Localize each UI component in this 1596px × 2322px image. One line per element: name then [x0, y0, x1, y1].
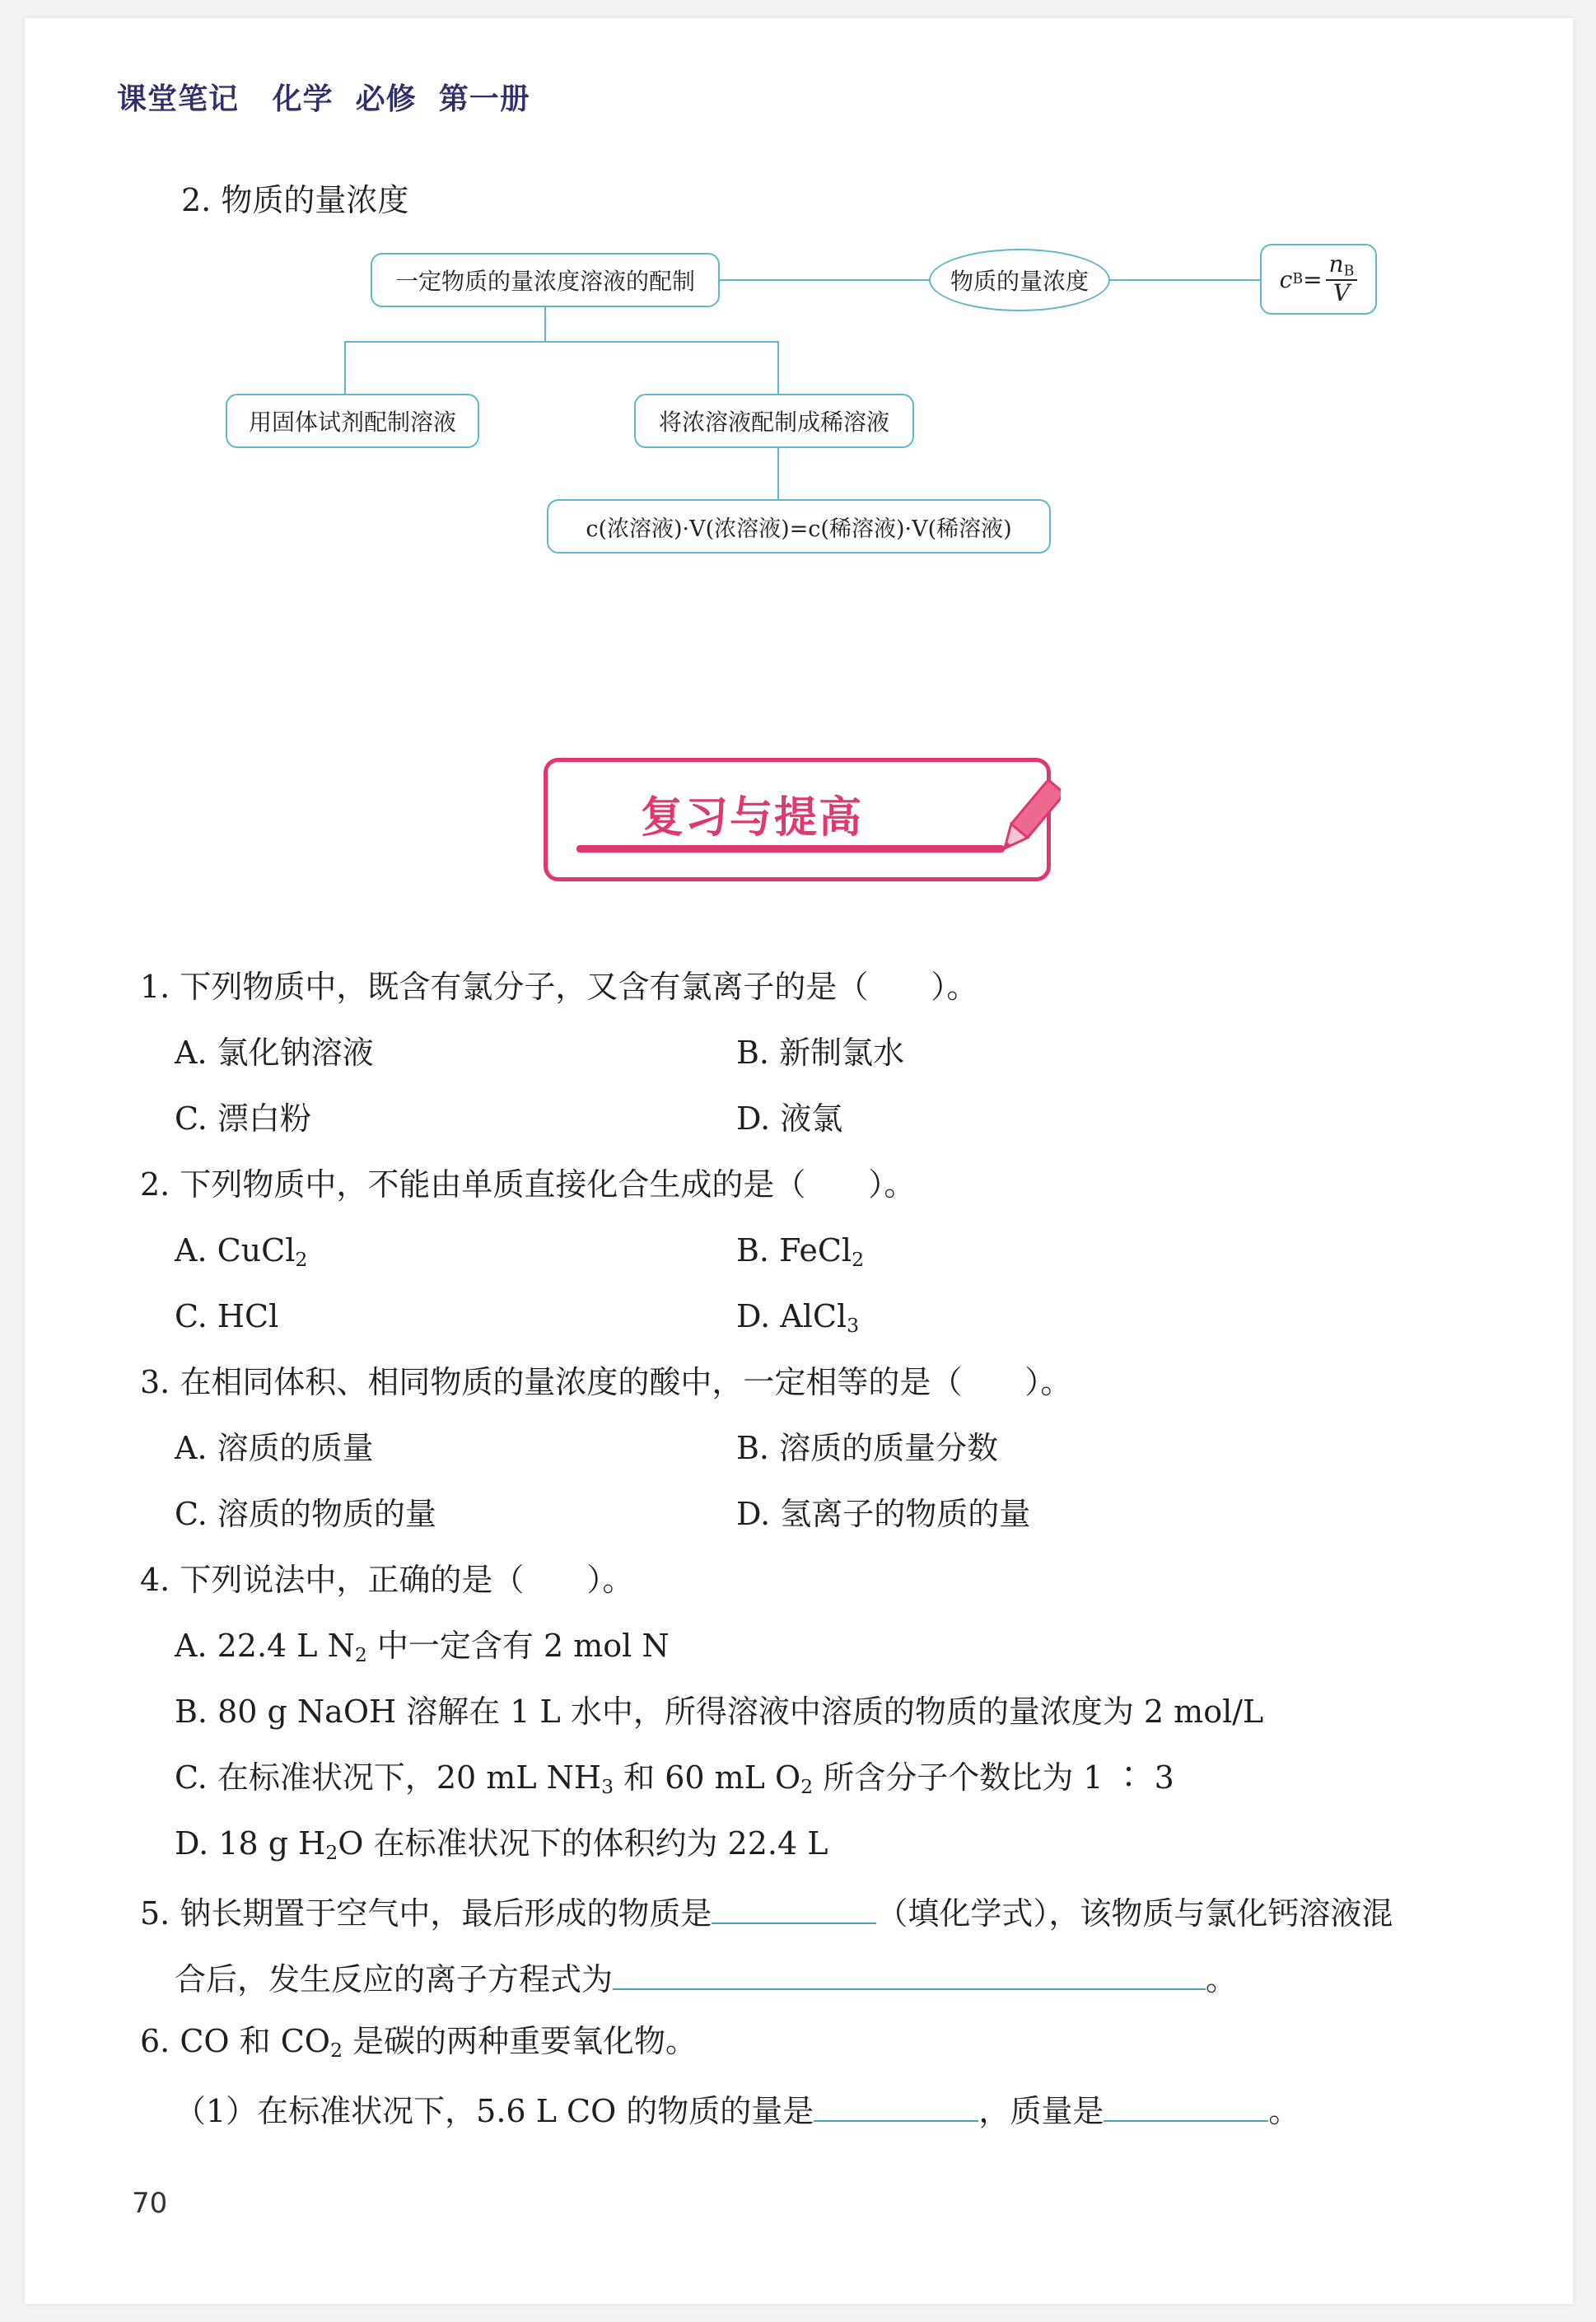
subscript: 3	[847, 1313, 860, 1337]
q4d-part: D. 18 g H	[175, 1825, 326, 1862]
answer-blank[interactable]	[1104, 2089, 1268, 2122]
subscript: 3	[601, 1774, 614, 1798]
q4-option-c	[175, 1759, 1174, 1798]
question-4: 4. 下列说法中，正确的是（ ）。	[140, 1562, 634, 1598]
q2-option-d	[736, 1298, 859, 1337]
subscript: 2	[354, 1642, 367, 1666]
q4c-part: C. 在标准状况下，20 mL NH	[175, 1759, 602, 1796]
answer-blank[interactable]	[712, 1891, 876, 1924]
question-6	[140, 2023, 697, 2062]
q6-1-text: 。	[1268, 2093, 1300, 2129]
q4d-part: O 在标准状况下的体积约为 22.4 L	[338, 1825, 828, 1862]
q1-option-d: D. 液氯	[736, 1100, 843, 1137]
question-3: 3. 在相同体积、相同物质的量浓度的酸中，一定相等的是（ ）。	[140, 1364, 1072, 1400]
q2b-text: B. FeCl	[736, 1232, 852, 1268]
q3-option-a: A. 溶质的质量	[175, 1430, 374, 1466]
subscript: 2	[295, 1247, 308, 1271]
q3-option-c: C. 溶质的物质的量	[175, 1496, 436, 1532]
map-connector	[344, 341, 346, 394]
subscript: 2	[852, 1247, 865, 1271]
review-banner	[544, 758, 1054, 890]
q4-option-b: B. 80 g NaOH 溶解在 1 L 水中，所得溶液中溶质的物质的量浓度为 2 mol/L	[175, 1694, 1264, 1730]
section-title: 2. 物质的量浓度	[181, 182, 409, 218]
q5-text: 5. 钠长期置于空气中，最后形成的物质是	[140, 1895, 712, 1932]
q1-option-a: A. 氯化钠溶液	[175, 1035, 374, 1071]
q4c-part: 和 60 mL O	[614, 1759, 801, 1796]
q2-option-c: C. HCl	[175, 1298, 279, 1334]
formula-c-sub: B	[1292, 271, 1304, 287]
q3-option-d: D. 氢离子的物质的量	[736, 1496, 1031, 1532]
formula-eq: =	[1303, 265, 1323, 293]
banner-title: 复习与提高	[641, 793, 864, 843]
question-1: 1. 下列物质中，既含有氯分子，又含有氯离子的是（ ）。	[140, 969, 978, 1005]
map-node-concentration: 物质的量浓度	[929, 249, 1110, 311]
page-number: 70	[132, 2187, 168, 2220]
formula-v: V	[1332, 279, 1351, 307]
q3-option-b: B. 溶质的质量分数	[736, 1430, 999, 1466]
map-connector	[777, 448, 779, 499]
banner-underline	[576, 845, 1005, 853]
question-6-part1	[175, 2089, 1300, 2131]
question-5-line1	[140, 1891, 1393, 1933]
q5-text: （填化学式），该物质与氯化钙溶液混	[876, 1895, 1393, 1932]
subscript: 2	[800, 1774, 814, 1798]
formula-n-sub: B	[1343, 263, 1355, 280]
book-header: 课堂笔记 化学 必修 第一册	[117, 82, 530, 116]
map-node-formula	[1260, 244, 1377, 315]
formula-c: c	[1279, 265, 1293, 293]
subscript: 2	[329, 2038, 343, 2062]
formula-n: n	[1328, 250, 1344, 278]
q2d-text: D. AlCl	[736, 1298, 847, 1334]
q5-text: 。	[1206, 1961, 1238, 1997]
q2a-text: A. CuCl	[175, 1232, 296, 1268]
q6-1-text: （1）在标准状况下，5.6 L CO 的物质的量是	[175, 2093, 814, 2129]
map-node-solution-prep: 一定物质的量浓度溶液的配制	[371, 253, 720, 307]
map-node-dilution-formula: c(浓溶液)·V(浓溶液)=c(稀溶液)·V(稀溶液)	[547, 499, 1051, 554]
map-connector	[777, 341, 779, 394]
map-connector	[1110, 279, 1260, 281]
pencil-icon	[995, 774, 1061, 865]
q5-text: 合后，发生反应的离子方程式为	[175, 1961, 614, 1997]
map-node-dilute: 将浓溶液配制成稀溶液	[634, 394, 914, 448]
q4a-part: 中一定含有 2 mol N	[366, 1628, 670, 1664]
answer-blank[interactable]	[613, 1957, 1206, 1990]
map-connector	[720, 279, 931, 281]
map-connector	[544, 307, 546, 342]
q4-option-d	[175, 1825, 828, 1864]
q4-option-a	[175, 1628, 670, 1666]
q4c-part: 所含分子个数比为 1 ∶ 3	[813, 1759, 1174, 1796]
q2-option-a	[175, 1232, 307, 1271]
q1-option-b: B. 新制氯水	[736, 1035, 905, 1071]
map-node-solid: 用固体试剂配制溶液	[226, 394, 479, 448]
question-5-line2	[175, 1957, 1237, 1999]
subscript: 2	[325, 1840, 338, 1864]
q6-text: 6. CO 和 CO	[140, 2023, 330, 2059]
q6-1-text: ，质量是	[978, 2093, 1104, 2129]
q2-option-b	[736, 1232, 864, 1271]
map-connector	[344, 341, 779, 343]
q1-option-c: C. 漂白粉	[175, 1100, 311, 1137]
question-2: 2. 下列物质中，不能由单质直接化合生成的是（ ）。	[140, 1166, 916, 1203]
q4a-part: A. 22.4 L N	[175, 1628, 355, 1664]
q6-text: 是碳的两种重要氧化物。	[342, 2023, 698, 2059]
answer-blank[interactable]	[814, 2089, 978, 2122]
